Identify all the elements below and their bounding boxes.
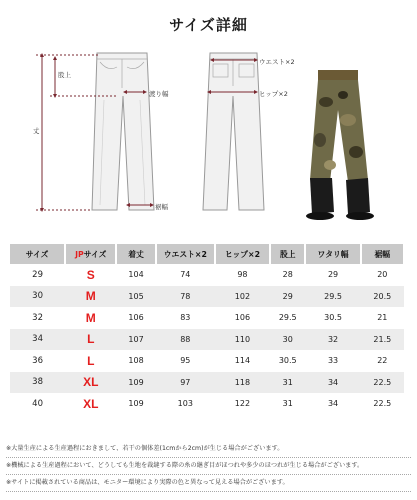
header-jp-suffix: サイズ <box>83 249 107 259</box>
cell-jp-size: M <box>65 286 116 308</box>
cell-hip: 118 <box>215 372 270 394</box>
cell-waist: 83 <box>156 307 215 329</box>
cell-size: 29 <box>10 264 65 286</box>
cell-length: 109 <box>116 393 155 415</box>
cell-length: 105 <box>116 286 155 308</box>
cell-length: 109 <box>116 372 155 394</box>
pants-back-view <box>203 53 264 210</box>
cell-hem: 22.5 <box>361 372 404 394</box>
header-hip: ヒップ×2 <box>215 244 270 264</box>
thigh-label: 渡り幅 <box>149 90 169 98</box>
cell-length: 108 <box>116 350 155 372</box>
cell-thigh: 34 <box>305 372 360 394</box>
note-text: ※サイトに掲載されている商品は、モニター環境により実際の色と異なって見える場合がございます。 <box>6 475 411 492</box>
header-thigh: ワタリ幅 <box>305 244 360 264</box>
table-row <box>10 372 404 394</box>
cell-jp-size: XL <box>65 393 116 415</box>
cell-waist: 88 <box>156 329 215 351</box>
cell-rise: 30.5 <box>270 350 305 372</box>
cell-rise: 30 <box>270 329 305 351</box>
cell-rise: 31 <box>270 372 305 394</box>
cell-hip: 102 <box>215 286 270 308</box>
pants-front-view <box>92 53 154 210</box>
cell-hem: 22 <box>361 350 404 372</box>
note-text: ※機械による生産過程において、どうしても生地を裁縫する際の糸の継ぎ目がほつれや多少のほつれが生じる場合がございます。 <box>6 458 411 475</box>
cell-hip: 114 <box>215 350 270 372</box>
cell-size: 36 <box>10 350 65 372</box>
table-row <box>10 350 404 372</box>
waist-label: ウエスト×2 <box>259 58 295 66</box>
cell-waist: 78 <box>156 286 215 308</box>
cell-hem: 20 <box>361 264 404 286</box>
cell-hem: 20.5 <box>361 286 404 308</box>
notes-section <box>6 441 411 492</box>
header-waist: ウエスト×2 <box>156 244 215 264</box>
table-row <box>10 307 404 329</box>
cell-hip: 106 <box>215 307 270 329</box>
header-hem: 裾幅 <box>361 244 404 264</box>
cell-waist: 95 <box>156 350 215 372</box>
note-text: ※大量生産による生産過程におきまして、若干の個体差(1cmから2cm)が生じる場合がございます。 <box>6 441 411 458</box>
cell-waist: 97 <box>156 372 215 394</box>
cell-length: 106 <box>116 307 155 329</box>
hem-label: 裾幅 <box>155 203 168 211</box>
table-row <box>10 264 404 286</box>
table-row <box>10 286 404 308</box>
cell-jp-size: XL <box>65 372 116 394</box>
cell-hem: 21.5 <box>361 329 404 351</box>
cell-rise: 29.5 <box>270 307 305 329</box>
cell-hip: 110 <box>215 329 270 351</box>
model-photo <box>306 70 374 220</box>
cell-jp-size: M <box>65 307 116 329</box>
rise-label: 股上 <box>58 71 71 79</box>
cell-rise: 29 <box>270 286 305 308</box>
size-table <box>10 244 405 415</box>
pants-illustration <box>0 40 417 232</box>
header-size: サイズ <box>10 244 65 264</box>
cell-thigh: 32 <box>305 329 360 351</box>
cell-jp-size: L <box>65 329 116 351</box>
cell-rise: 31 <box>270 393 305 415</box>
header-rise: 股上 <box>270 244 305 264</box>
cell-size: 38 <box>10 372 65 394</box>
cell-rise: 28 <box>270 264 305 286</box>
header-jp-size <box>65 244 116 264</box>
cell-jp-size: S <box>65 264 116 286</box>
cell-thigh: 34 <box>305 393 360 415</box>
cell-size: 40 <box>10 393 65 415</box>
cell-hem: 21 <box>361 307 404 329</box>
cell-jp-size: L <box>65 350 116 372</box>
length-label: 丈 <box>33 127 40 135</box>
table-row <box>10 393 404 415</box>
cell-thigh: 30.5 <box>305 307 360 329</box>
cell-hip: 98 <box>215 264 270 286</box>
hip-label: ヒップ×2 <box>259 90 288 98</box>
table-header-row <box>10 244 404 264</box>
cell-size: 34 <box>10 329 65 351</box>
table-row <box>10 329 404 351</box>
header-length: 着丈 <box>116 244 155 264</box>
cell-length: 104 <box>116 264 155 286</box>
cell-thigh: 33 <box>305 350 360 372</box>
cell-thigh: 29.5 <box>305 286 360 308</box>
cell-waist: 74 <box>156 264 215 286</box>
cell-thigh: 29 <box>305 264 360 286</box>
cell-length: 107 <box>116 329 155 351</box>
cell-waist: 103 <box>156 393 215 415</box>
cell-size: 32 <box>10 307 65 329</box>
page-title: サイズ詳細 <box>169 16 248 34</box>
header-jp-prefix: JP <box>75 249 84 259</box>
cell-hip: 122 <box>215 393 270 415</box>
cell-size: 30 <box>10 286 65 308</box>
size-diagram <box>0 40 417 232</box>
cell-hem: 22.5 <box>361 393 404 415</box>
